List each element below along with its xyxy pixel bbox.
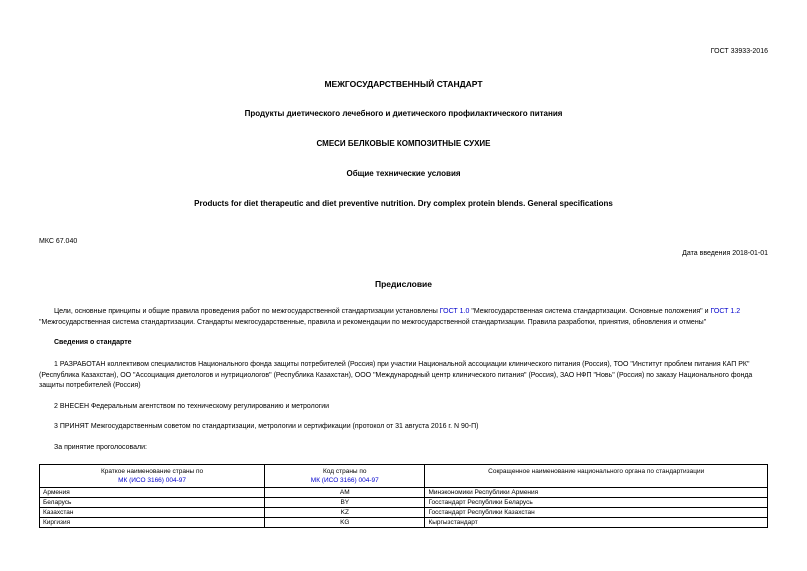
standard-info-heading: Сведения о стандарте (54, 339, 132, 346)
table-row (40, 508, 768, 518)
cell-code: KG (265, 518, 425, 528)
table-row (40, 488, 768, 498)
standard-type-title: МЕЖГОСУДАРСТВЕННЫЙ СТАНДАРТ (324, 79, 483, 89)
spec-type-title: Общие технические условия (346, 169, 461, 178)
table-header-row (40, 465, 768, 488)
cell-code: BY (265, 498, 425, 508)
mk-iso-link[interactable]: МК (ИСО 3166) 004-97 (310, 477, 379, 484)
item-2-submitted: 2 ВНЕСЕН Федеральным агентством по техническому регулированию и метрологии (54, 403, 330, 410)
item-3-adopted: 3 ПРИНЯТ Межгосударственным советом по стандартизации, метрологии и сертификации (протокол от 31 августа 2016 г. N 90-П) (54, 423, 479, 430)
cell-code: KZ (265, 508, 425, 518)
table-row (40, 498, 768, 508)
product-group-title: Продукты диетического лечебного и диетического профилактического питания (244, 109, 563, 118)
mks-code: МКС 67.040 (39, 238, 78, 245)
gost-1-0-link[interactable]: ГОСТ 1.0 (439, 308, 470, 315)
item-1-line3: защиты потребителей (Россия) (39, 382, 141, 389)
preface-heading: Предисловие (374, 279, 433, 289)
document-code: ГОСТ 33933-2016 (710, 48, 768, 55)
mk-iso-link[interactable]: МК (ИСО 3166) 004-97 (118, 477, 187, 484)
countries-table (39, 464, 768, 528)
preface-text-a: Цели, основные принципы и общие правила проведения работ по межгосударственной стандартизации установлены (54, 308, 440, 315)
cell-body: Кыргызстандарт (425, 518, 768, 528)
cell-country: Киргизия (40, 518, 265, 528)
header-code: Код страны по МК (ИСО 3166) 004-97 (265, 465, 425, 488)
header-country: Краткое наименование страны по МК (ИСО 3166) 004-97 (40, 465, 265, 488)
voted-label: За принятие проголосовали: (54, 444, 147, 451)
cell-body: Минэкономики Республики Армения (425, 488, 768, 498)
table-row (40, 518, 768, 528)
preface-paragraph (39, 307, 807, 328)
subject-title: СМЕСИ БЕЛКОВЫЕ КОМПОЗИТНЫЕ СУХИЕ (316, 139, 491, 148)
item-1-developed (39, 360, 807, 392)
preface-text-line2: "Межгосударственная система стандартизации. Стандарты межгосударственные, правила и рекомендации по межгосударственной стандартизации. Правила разработки, принятия, обновления и отмены" (39, 318, 707, 326)
intro-date: Дата введения 2018-01-01 (682, 250, 768, 257)
cell-code: AM (265, 488, 425, 498)
cell-country: Беларусь (40, 498, 265, 508)
cell-country: Армения (40, 488, 265, 498)
cell-body: Госстандарт Республики Беларусь (425, 498, 768, 508)
preface-text-b: "Межгосударственная система стандартизации. Основные положения" и (469, 308, 711, 315)
cell-body: Госстандарт Республики Казахстан (425, 508, 768, 518)
header-body: Сокращенное наименование национального органа по стандартизации (425, 465, 768, 488)
english-title: Products for diet therapeutic and diet preventive nutrition. Dry complex protein blends. General specifications (194, 199, 613, 208)
cell-country: Казахстан (40, 508, 265, 518)
gost-1-2-link[interactable]: ГОСТ 1.2 (710, 308, 741, 315)
item-1-line1: 1 РАЗРАБОТАН коллективом специалистов Национального фонда защиты потребителей (Россия) при участии Национальной ассоциации клинического питания (Россия), ТОО "Институт проблем питания КАП РК" (54, 361, 750, 368)
item-1-line2: (Республика Казахстан), ОО "Ассоциация диетологов и нутрициологов" (Республика Казахстан), ООО "Международный центр клинического питания" (Россия), ЗАО НФП "Новь" (Россия) по заказу Национального фонда (39, 371, 753, 379)
